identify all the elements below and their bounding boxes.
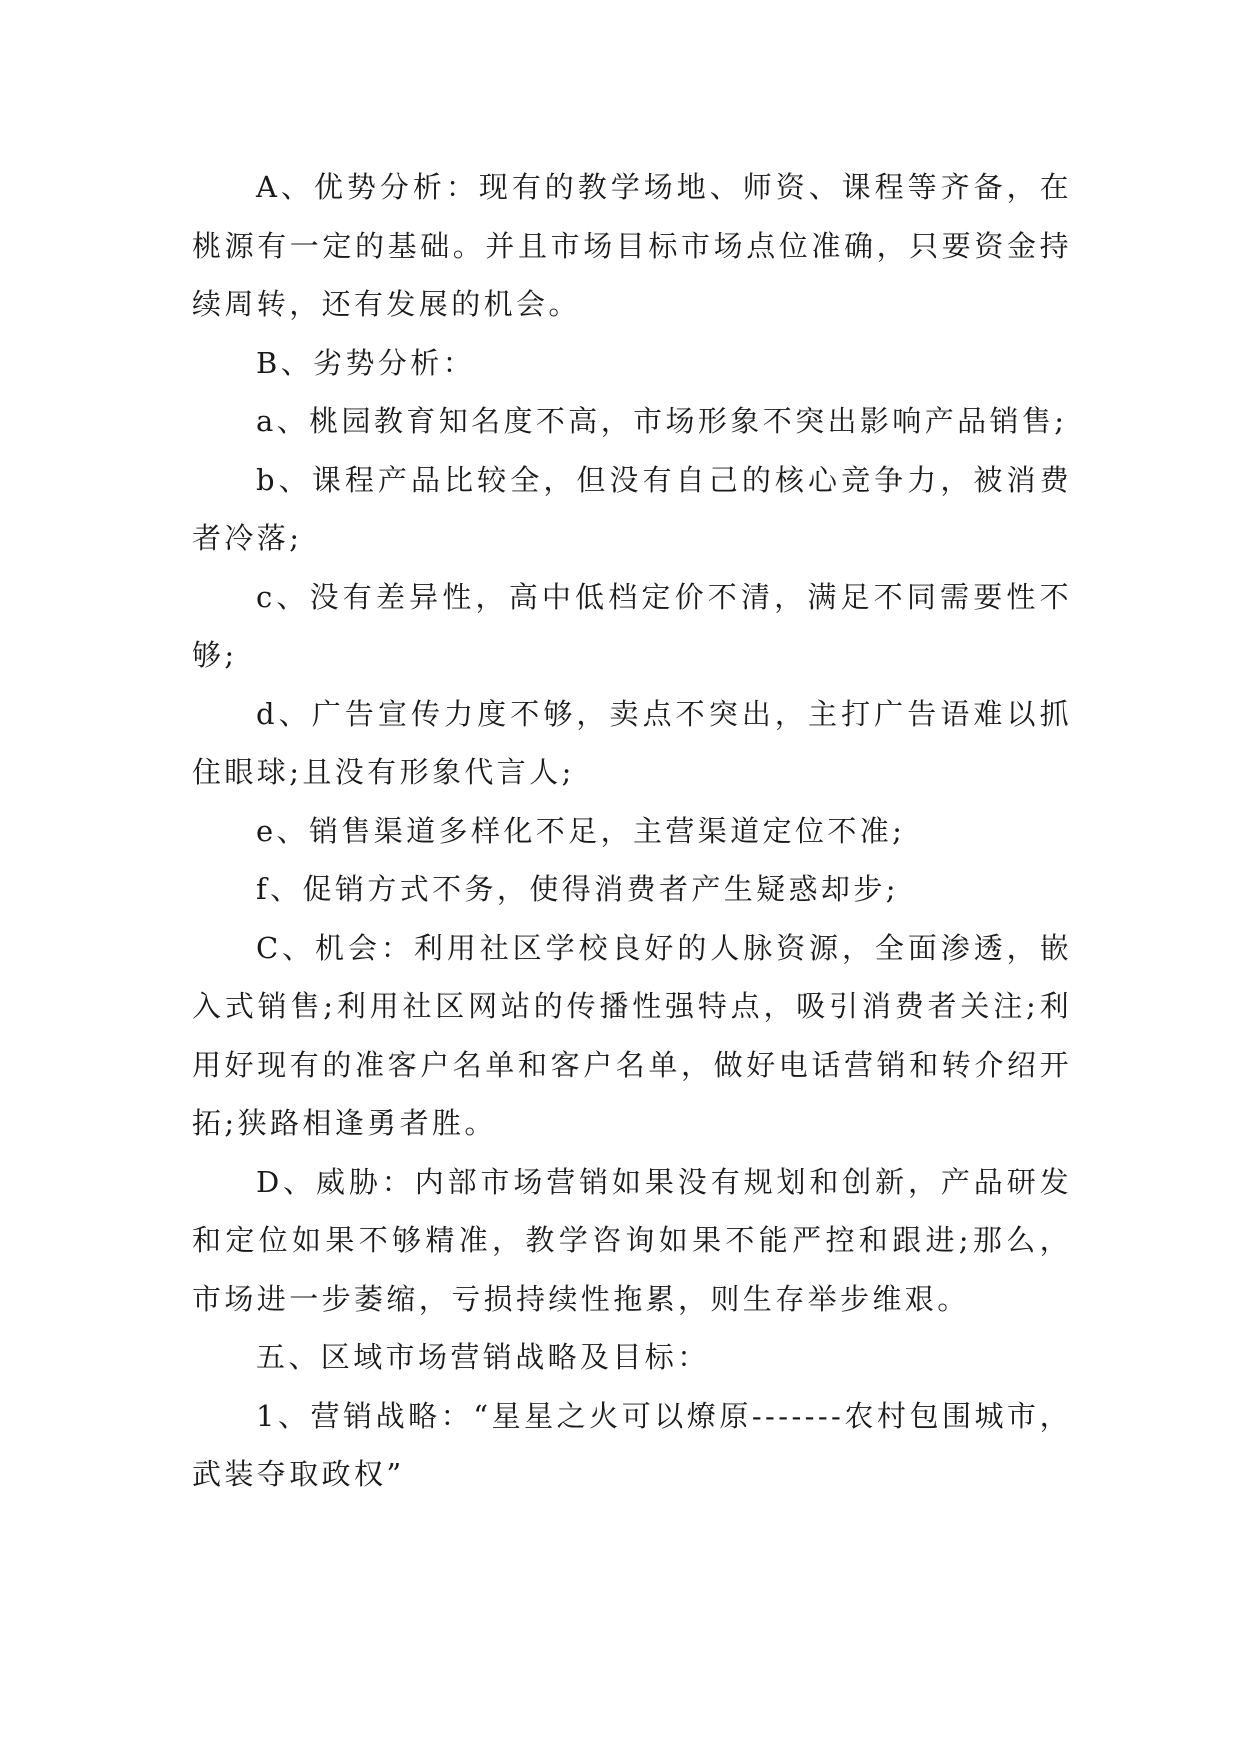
paragraph-marketing-strategy: 1、营销战略：“星星之火可以燎原-------农村包围城市，武装夺取政权” [192, 1398, 1072, 1491]
section-heading-strategy: 五、区域市场营销战略及目标： [256, 1340, 710, 1374]
paragraph-threat: D、威胁：内部市场营销如果没有规划和创新，产品研发和定位如果不够精准，教学咨询如果不能严控和跟进;那么，市场进一步萎缩，亏损持续性拖累，则生存举步维艰。 [192, 1164, 1072, 1316]
paragraph-weakness-heading: B、劣势分析： [256, 345, 476, 380]
paragraph-weakness-b: b、课程产品比较全，但没有自己的核心竞争力，被消费者冷落; [192, 462, 1072, 555]
paragraph-weakness-a: a、桃园教育知名度不高，市场形象不突出影响产品销售; [256, 404, 1068, 438]
paragraph-weakness-c: c、没有差异性，高中低档定价不清，满足不同需要性不够; [192, 579, 1072, 672]
paragraph-opportunity: C、机会：利用社区学校良好的人脉资源，全面渗透，嵌入式销售;利用社区网站的传播性强特点，吸引消费者关注;利用好现有的准客户名单和客户名单，做好电话营销和转介绍开拓;狭路相逢勇者胜。 [192, 930, 1072, 1140]
document-body [192, 158, 1072, 1504]
paragraph-weakness-e: e、销售渠道多样化不足，主营渠道定位不准; [256, 813, 906, 848]
paragraph-weakness-d: d、广告宣传力度不够，卖点不突出，主打广告语难以抓住眼球;且没有形象代言人; [192, 696, 1072, 789]
paragraph-strength-analysis: A、优势分析：现有的教学场地、师资、课程等齐备，在桃源有一定的基础。并且市场目标市场点位准确，只要资金持续周转，还有发展的机会。 [192, 170, 1072, 321]
paragraph-weakness-f: f、促销方式不务，使得消费者产生疑惑却步; [256, 872, 899, 906]
